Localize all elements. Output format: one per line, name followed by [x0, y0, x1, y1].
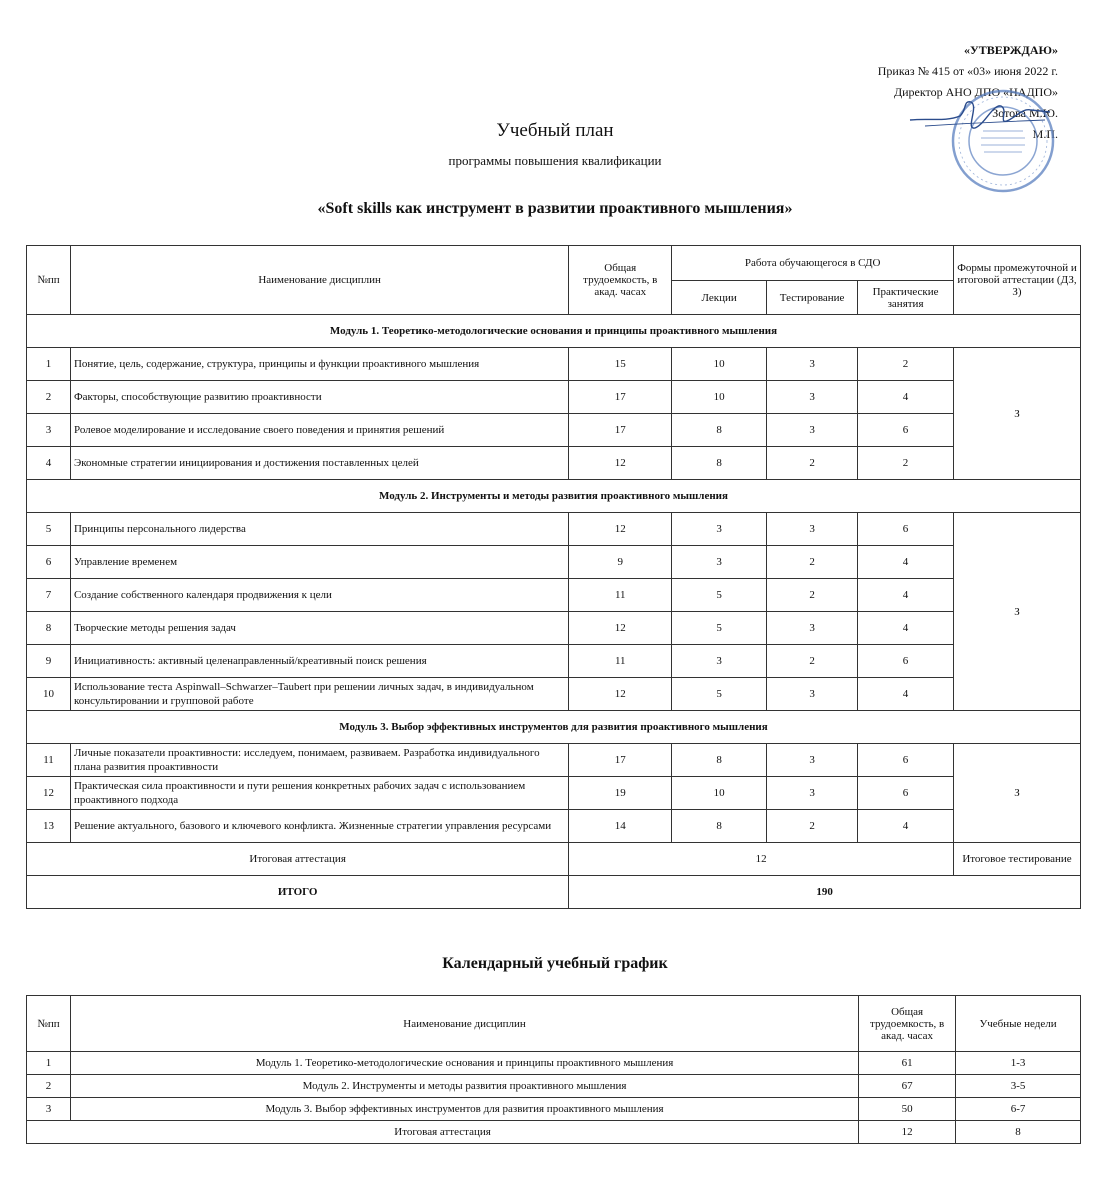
lecture-hours: 10	[672, 381, 767, 414]
discipline-name: Использование теста Aspinwall–Schwarzer–Taubert при решении личных задач, в индивидуальном консультировании и групповой работе	[70, 678, 568, 711]
module-hours: 50	[859, 1098, 956, 1121]
practice-hours: 4	[858, 579, 954, 612]
row-number: 4	[27, 447, 71, 480]
practice-hours: 4	[858, 546, 954, 579]
discipline-name: Создание собственного календаря продвижения к цели	[70, 579, 568, 612]
practice-hours: 4	[858, 810, 954, 843]
calendar-title: Календарный учебный график	[442, 955, 668, 972]
total-hours: 17	[569, 381, 672, 414]
total-hours: 11	[569, 579, 672, 612]
discipline-name: Экономные стратегии инициирования и достижения поставленных целей	[70, 447, 568, 480]
total-hours: 19	[569, 777, 672, 810]
discipline-name: Факторы, способствующие развитию проактивности	[70, 381, 568, 414]
curriculum-table	[26, 245, 1081, 909]
module-hours: 61	[859, 1052, 956, 1075]
lecture-hours: 8	[672, 810, 767, 843]
lecture-hours: 3	[672, 546, 767, 579]
table-row	[27, 1052, 1081, 1075]
header-name: Наименование дисциплин	[70, 246, 568, 315]
approval-order: Приказ № 415 от «03» июня 2022 г.	[877, 64, 1058, 78]
lecture-hours: 5	[672, 612, 767, 645]
practice-hours: 4	[858, 612, 954, 645]
testing-hours: 3	[767, 348, 858, 381]
discipline-name: Личные показатели проактивности: исследуем, понимаем, развиваем. Разработка индивидуального плана развития проактивности	[70, 744, 568, 777]
header-practice: Практические занятия	[858, 281, 954, 315]
module-hours: 67	[859, 1075, 956, 1098]
lecture-hours: 8	[672, 447, 767, 480]
table-row	[27, 546, 1081, 579]
module-name: Модуль 1. Теоретико-методологические основания и принципы проактивного мышления	[70, 1052, 858, 1075]
testing-hours: 3	[767, 777, 858, 810]
discipline-name: Управление временем	[70, 546, 568, 579]
practice-hours: 2	[858, 447, 954, 480]
table-row	[27, 1098, 1081, 1121]
final-attestation-hours: 12	[569, 843, 954, 876]
cal-final-hours: 12	[859, 1121, 956, 1144]
study-weeks: 6-7	[956, 1098, 1081, 1121]
module-name: Модуль 3. Выбор эффективных инструментов для развития проактивного мышления	[70, 1098, 858, 1121]
testing-hours: 2	[767, 810, 858, 843]
row-number: 13	[27, 810, 71, 843]
module-row	[27, 315, 1081, 348]
practice-hours: 6	[858, 414, 954, 447]
practice-hours: 6	[858, 744, 954, 777]
testing-hours: 2	[767, 645, 858, 678]
total-hours: 15	[569, 348, 672, 381]
lecture-hours: 3	[672, 513, 767, 546]
final-attestation-label: Итоговая аттестация	[27, 843, 569, 876]
row-number: 3	[27, 1098, 71, 1121]
practice-hours: 6	[858, 777, 954, 810]
study-weeks: 3-5	[956, 1075, 1081, 1098]
table-row	[27, 612, 1081, 645]
lecture-hours: 3	[672, 645, 767, 678]
total-hours: 12	[569, 513, 672, 546]
header-lectures: Лекции	[672, 281, 767, 315]
approval-stamp-mark: М.П.	[1032, 127, 1058, 141]
practice-hours: 4	[858, 381, 954, 414]
cal-header-total: Общая трудоемкость, в акад. часах	[859, 996, 956, 1052]
row-number: 12	[27, 777, 71, 810]
table-row	[27, 513, 1081, 546]
calendar-table	[26, 995, 1081, 1144]
cal-final-weeks: 8	[956, 1121, 1081, 1144]
row-number: 2	[27, 1075, 71, 1098]
table-row	[27, 744, 1081, 777]
table-row	[27, 348, 1081, 381]
row-number: 11	[27, 744, 71, 777]
table-row	[27, 579, 1081, 612]
header-work: Работа обучающегося в СДО	[672, 246, 954, 281]
testing-hours: 3	[767, 744, 858, 777]
row-number: 3	[27, 414, 71, 447]
total-label: ИТОГО	[27, 876, 569, 909]
discipline-name: Практическая сила проактивности и пути решения конкретных рабочих задач с использованием проактивного подхода	[70, 777, 568, 810]
lecture-hours: 8	[672, 414, 767, 447]
module-row	[27, 711, 1081, 744]
testing-hours: 3	[767, 513, 858, 546]
row-number: 2	[27, 381, 71, 414]
cal-final-name: Итоговая аттестация	[27, 1121, 859, 1144]
cal-header-name: Наименование дисциплин	[70, 996, 858, 1052]
module-row	[27, 480, 1081, 513]
discipline-name: Решение актуального, базового и ключевого конфликта. Жизненные стратегии управления ресурсами	[70, 810, 568, 843]
attestation-form: З	[954, 744, 1081, 843]
testing-hours: 2	[767, 447, 858, 480]
table-row	[27, 1075, 1081, 1098]
discipline-name: Понятие, цель, содержание, структура, принципы и функции проактивного мышления	[70, 348, 568, 381]
discipline-name: Инициативность: активный целенаправленный/креативный поиск решения	[70, 645, 568, 678]
row-number: 1	[27, 1052, 71, 1075]
row-number: 8	[27, 612, 71, 645]
table-row	[27, 678, 1081, 711]
total-hours: 12	[569, 447, 672, 480]
table-row	[27, 645, 1081, 678]
practice-hours: 4	[858, 678, 954, 711]
attestation-form: З	[954, 348, 1081, 480]
total-hours: 17	[569, 414, 672, 447]
practice-hours: 6	[858, 645, 954, 678]
header-num: №пп	[27, 246, 71, 315]
table-row	[27, 414, 1081, 447]
total-hours: 9	[569, 546, 672, 579]
total-hours: 190	[569, 876, 1081, 909]
study-weeks: 1-3	[956, 1052, 1081, 1075]
row-number: 1	[27, 348, 71, 381]
final-attestation-form: Итоговое тестирование	[954, 843, 1081, 876]
lecture-hours: 5	[672, 579, 767, 612]
header-forms: Формы промежуточной и итоговой аттестации (ДЗ, З)	[954, 246, 1081, 315]
practice-hours: 6	[858, 513, 954, 546]
discipline-name: Принципы персонального лидерства	[70, 513, 568, 546]
row-number: 10	[27, 678, 71, 711]
discipline-name: Ролевое моделирование и исследование своего поведения и принятия решений	[70, 414, 568, 447]
row-number: 9	[27, 645, 71, 678]
header-total: Общая трудоемкость, в акад. часах	[569, 246, 672, 315]
attestation-form: З	[954, 513, 1081, 711]
total-hours: 12	[569, 678, 672, 711]
page-subtitle: программы повышения квалификации	[448, 153, 662, 168]
row-number: 7	[27, 579, 71, 612]
header-testing: Тестирование	[767, 281, 858, 315]
approval-name: Зотова М.Ю.	[992, 106, 1058, 120]
module-title: Модуль 3. Выбор эффективных инструментов для развития проактивного мышления	[27, 711, 1081, 744]
practice-hours: 2	[858, 348, 954, 381]
testing-hours: 2	[767, 579, 858, 612]
cal-header-weeks: Учебные недели	[956, 996, 1081, 1052]
total-hours: 14	[569, 810, 672, 843]
testing-hours: 3	[767, 612, 858, 645]
lecture-hours: 10	[672, 348, 767, 381]
lecture-hours: 5	[672, 678, 767, 711]
module-name: Модуль 2. Инструменты и методы развития проактивного мышления	[70, 1075, 858, 1098]
approval-heading: «УТВЕРЖДАЮ»	[963, 43, 1058, 57]
total-hours: 11	[569, 645, 672, 678]
approval-director: Директор АНО ДПО «НАДПО»	[893, 85, 1058, 99]
module-title: Модуль 1. Теоретико-методологические основания и принципы проактивного мышления	[27, 315, 1081, 348]
program-title: «Soft skills как инструмент в развитии проактивного мышления»	[317, 200, 793, 217]
discipline-name: Творческие методы решения задач	[70, 612, 568, 645]
testing-hours: 3	[767, 678, 858, 711]
testing-hours: 3	[767, 381, 858, 414]
total-hours: 17	[569, 744, 672, 777]
table-row	[27, 381, 1081, 414]
table-row	[27, 810, 1081, 843]
row-number: 6	[27, 546, 71, 579]
total-hours: 12	[569, 612, 672, 645]
row-number: 5	[27, 513, 71, 546]
lecture-hours: 8	[672, 744, 767, 777]
table-row	[27, 447, 1081, 480]
table-row	[27, 777, 1081, 810]
testing-hours: 3	[767, 414, 858, 447]
page-title: Учебный план	[496, 120, 614, 141]
module-title: Модуль 2. Инструменты и методы развития проактивного мышления	[27, 480, 1081, 513]
cal-header-num: №пп	[27, 996, 71, 1052]
testing-hours: 2	[767, 546, 858, 579]
lecture-hours: 10	[672, 777, 767, 810]
